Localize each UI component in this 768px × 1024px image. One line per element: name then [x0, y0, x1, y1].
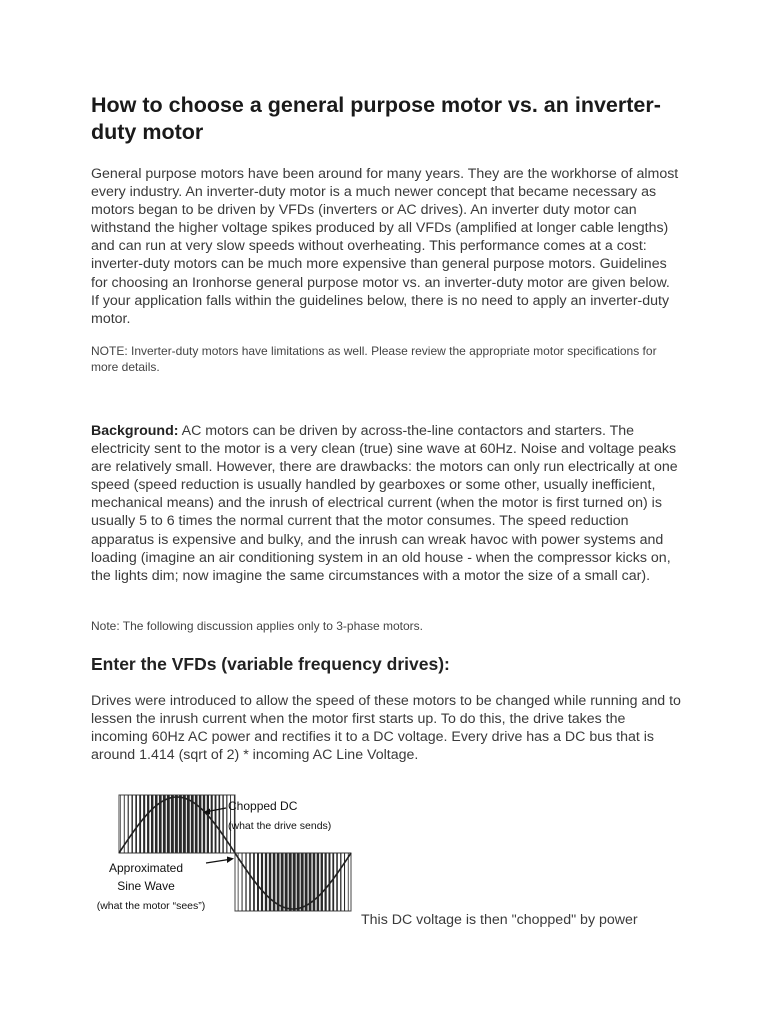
background-text: AC motors can be driven by across-the-line contactors and starters. The electricity sent to the motor is a very clean (true) sine wave at 60Hz. Noise and voltage peaks are relatively small. However, there are drawbacks: the motors can only run electrically at one speed (speed reduction is usually handled by gearboxes or some other, usually inefficient, mechanical means) and the inrush of electrical current (when the motor is first turned on) is usually 5 to 6 times the normal current that the motor consumes. The speed reduction apparatus is expensive and bulky, and the inrush can wreak havoc with power systems and loading (imagine an air conditioning system in an old house - when the compressor kicks on, the lights dim; now imagine the same circumstances with a motor the size of a small car). — [91, 423, 678, 584]
pwm-pulse — [269, 853, 272, 911]
pwm-pulse — [285, 853, 288, 911]
pwm-pulse — [289, 853, 292, 911]
pwm-pulse — [222, 795, 223, 853]
pwm-pulse — [257, 853, 259, 911]
label-chopped-sub: (what the drive sends) — [228, 820, 332, 832]
page-title: How to choose a general purpose motor vs. an inverter-duty motor — [91, 93, 661, 144]
label-approximated: Approximated — [108, 861, 184, 875]
pwm-pulse — [179, 795, 182, 853]
label-chopped-dc: Chopped DC — [228, 799, 298, 813]
pwm-pulse — [175, 795, 178, 853]
pwm-pulse — [207, 795, 209, 853]
pwm-pulse — [277, 853, 280, 911]
pwm-pulse — [340, 853, 341, 911]
pwm-pulse — [336, 853, 338, 911]
three-phase-note: Note: The following discussion applies only to 3-phase motors. — [91, 619, 423, 633]
pwm-pulse — [187, 795, 190, 853]
pwm-pulse — [219, 795, 221, 853]
pwm-pulse — [167, 795, 170, 853]
pwm-pulse — [332, 853, 334, 911]
pwm-pulse — [245, 853, 246, 911]
background-paragraph — [91, 422, 681, 585]
pwm-pulse — [321, 853, 323, 911]
pwm-pulse — [297, 853, 300, 911]
pwm-pulse — [183, 795, 186, 853]
pwm-pulse — [265, 853, 267, 911]
pwm-pulse — [191, 795, 194, 853]
pwm-pulse — [348, 853, 349, 911]
pwm-pulse — [131, 795, 132, 853]
pwm-pulse — [143, 795, 145, 853]
pwm-pulse — [120, 795, 121, 853]
pwm-pulse — [128, 795, 129, 853]
pwm-pulse — [261, 853, 263, 911]
pwm-pulse — [163, 795, 166, 853]
pwm-pulse — [155, 795, 158, 853]
chopped-dc-pulses-negative — [235, 853, 351, 911]
pwm-pulse — [238, 853, 239, 911]
pwm-pulse — [317, 853, 320, 911]
chopped-dc-diagram — [91, 790, 361, 920]
pwm-pulse — [147, 795, 149, 853]
pwm-pulse — [211, 795, 213, 853]
label-approx-sub: (what the motor “sees”) — [96, 900, 206, 912]
intro-paragraph: General purpose motors have been around for many years. They are the workhorse of almost every industry. An inverter-duty motor is a much newer concept that became necessary as motors began to be driven by VFDs (inverters or AC drives). An inverter duty motor can withstand the higher voltage spikes produced by all VFDs (amplified at longer cable lengths) and can run at very slow speeds without overheating. This performance comes at a cost: inverter-duty motors can be much more expensive than general purpose motors. Guidelines for choosing an Ironhorse general purpose motor vs. an inverter-duty motor are given below. If your application falls within the guidelines below, there is no need to apply an inverter-duty motor. — [91, 166, 679, 327]
label-sine-wave: Sine Wave — [117, 879, 175, 893]
pwm-pulse — [325, 853, 327, 911]
chopped-dc-pulses-positive — [119, 795, 235, 853]
vfd-paragraph: Drives were introduced to allow the speed of these motors to be changed while running and to lessen the inrush current when the motor first starts up. To do this, the drive takes the incoming 60Hz AC power and rectifies it to a DC voltage. Every drive has a DC bus that is around 1.414 (sqrt of 2) * incoming AC Line Voltage. — [91, 693, 681, 764]
pwm-pulse — [293, 853, 296, 911]
pwm-pulse — [203, 795, 205, 853]
pwm-pulse — [135, 795, 137, 853]
pwm-pulse — [249, 853, 251, 911]
vfd-heading: Enter the VFDs (variable frequency drives): — [91, 654, 450, 674]
approx-arrow-head — [227, 857, 234, 864]
inverter-note: NOTE: Inverter-duty motors have limitations as well. Please review the appropriate motor specifications for more details. — [91, 344, 657, 374]
pwm-pulse — [313, 853, 316, 911]
pwm-pulse — [305, 853, 308, 911]
continuation-text: This DC voltage is then "chopped" by power — [361, 912, 638, 928]
pwm-pulse — [301, 853, 304, 911]
background-label: Background: — [91, 423, 179, 439]
pwm-pulse — [281, 853, 284, 911]
pwm-pulse — [199, 795, 202, 853]
pwm-pulse — [171, 795, 174, 853]
pwm-pulse — [151, 795, 153, 853]
